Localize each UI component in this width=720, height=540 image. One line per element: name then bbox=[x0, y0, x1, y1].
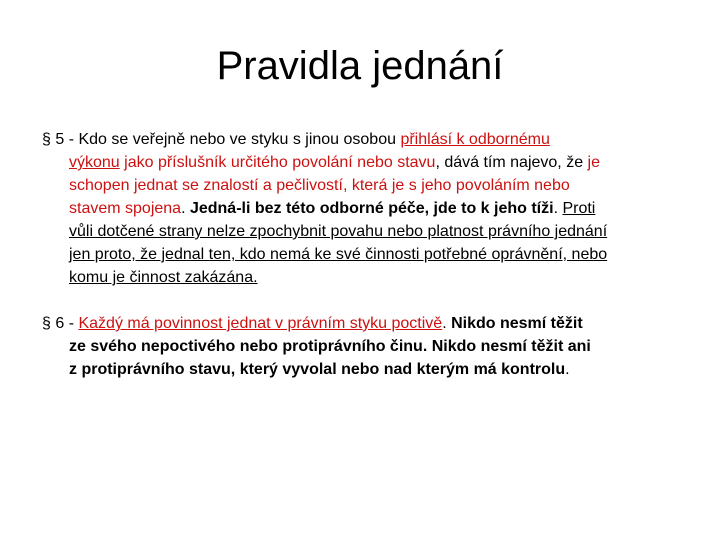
highlight-text: je bbox=[587, 154, 600, 171]
slide-title: Pravidla jednání bbox=[216, 44, 504, 88]
text-segment: . bbox=[553, 200, 563, 217]
text-segment: . bbox=[565, 361, 570, 378]
bold-text: Nikdo nesmí těžit bbox=[451, 315, 583, 332]
para2-line-1 bbox=[42, 312, 682, 335]
bold-text: z protiprávního stavu, který vyvolal nebo nad kterým má kontrolu bbox=[69, 361, 566, 378]
para1-line-2 bbox=[42, 151, 682, 174]
para2-line-3 bbox=[42, 358, 682, 381]
highlight-underlined: výkonu bbox=[69, 154, 120, 171]
highlight-text: stavem spojena bbox=[69, 200, 182, 217]
text-segment: , dává tím najevo, že bbox=[435, 154, 588, 171]
text-segment: . bbox=[442, 315, 452, 332]
paragraph-section-5 bbox=[42, 128, 682, 289]
para1-line-7: komu je činnost zakázána. bbox=[69, 269, 258, 286]
highlight-underlined: Každý má povinnost jednat v právním styku poctivě bbox=[78, 315, 443, 332]
paragraph-section-6 bbox=[42, 312, 682, 381]
underlined-text: Proti bbox=[562, 200, 596, 217]
highlight-underlined: přihlásí k odbornému bbox=[400, 131, 550, 148]
text-segment: § 5 - Kdo se veřejně nebo ve styku s jinou osobou bbox=[42, 131, 401, 148]
para1-line-6: jen proto, že jednal ten, kdo nemá ke své činnosti potřebné oprávnění, nebo bbox=[69, 246, 608, 263]
highlight-text: jako příslušník určitého povolání nebo stavu bbox=[119, 154, 436, 171]
text-segment: § 6 - bbox=[42, 315, 79, 332]
para1-line-4 bbox=[42, 197, 682, 220]
para1-line-5: vůli dotčené strany nelze zpochybnit povahu nebo platnost právního jednání bbox=[69, 223, 608, 240]
para1-line-1 bbox=[42, 128, 682, 151]
para1-line-3: schopen jednat se znalostí a pečlivostí, která je s jeho povoláním nebo bbox=[69, 177, 570, 194]
text-segment: . bbox=[181, 200, 190, 217]
para2-line-2: ze svého nepoctivého nebo protiprávního činu. Nikdo nesmí těžit ani bbox=[69, 338, 591, 355]
bold-text: Jedná-li bez této odborné péče, jde to k jeho tíži bbox=[189, 200, 554, 217]
